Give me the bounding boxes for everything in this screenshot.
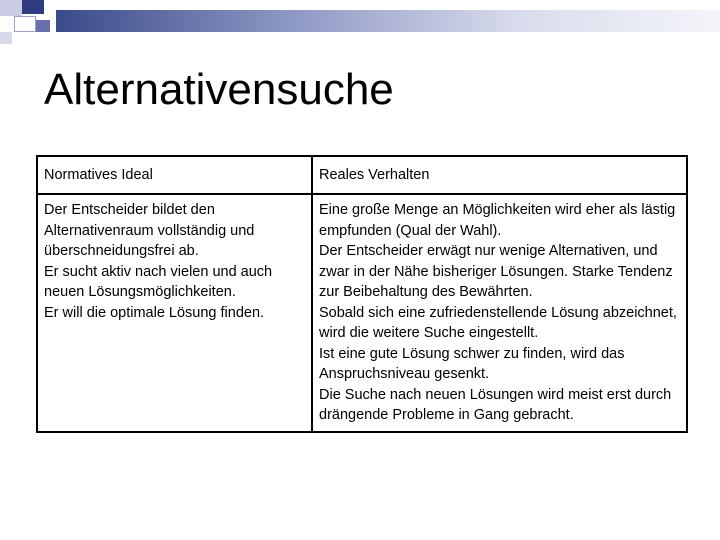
ideal-statement: Der Entscheider bildet den Alternativenraum vollständig und überschneidungsfrei ab. <box>44 202 255 259</box>
comparison-table <box>36 155 688 433</box>
header-reales-verhalten: Reales Verhalten <box>312 156 687 194</box>
decor-square <box>36 20 50 32</box>
decor-square <box>0 32 12 44</box>
slide-title: Alternativensuche <box>44 65 394 114</box>
cell-reales-verhalten <box>312 194 687 432</box>
real-statement: Eine große Menge an Möglichkeiten wird eher als lästig empfunden (Qual der Wahl). <box>319 202 676 239</box>
header-gradient-bar <box>56 10 720 32</box>
decor-square <box>22 0 44 14</box>
header-normatives-ideal: Normatives Ideal <box>37 156 312 194</box>
decor-square <box>14 16 36 32</box>
real-statement: Die Suche nach neuen Lösungen wird meist erst durch drängende Probleme in Gang gebracht. <box>319 386 672 423</box>
real-statement: Sobald sich eine zufriedenstellende Lösung abzeichnet, wird die weitere Suche eingestellt. <box>319 304 677 341</box>
decor-square <box>0 0 22 16</box>
ideal-statement: Er sucht aktiv nach vielen und auch neuen Lösungsmöglichkeiten. <box>44 263 273 300</box>
ideal-statement: Er will die optimale Lösung finden. <box>44 304 265 321</box>
cell-normatives-ideal <box>37 194 312 432</box>
real-statement: Der Entscheider erwägt nur wenige Alternativen, und zwar in der Nähe bisheriger Lösungen. Starke Tendenz zur Beibehaltung des Bewährten. <box>319 243 673 300</box>
real-statement: Ist eine gute Lösung schwer zu finden, wird das Anspruchsniveau gesenkt. <box>319 345 625 382</box>
table-row <box>37 194 687 432</box>
table-header-row <box>37 156 687 194</box>
